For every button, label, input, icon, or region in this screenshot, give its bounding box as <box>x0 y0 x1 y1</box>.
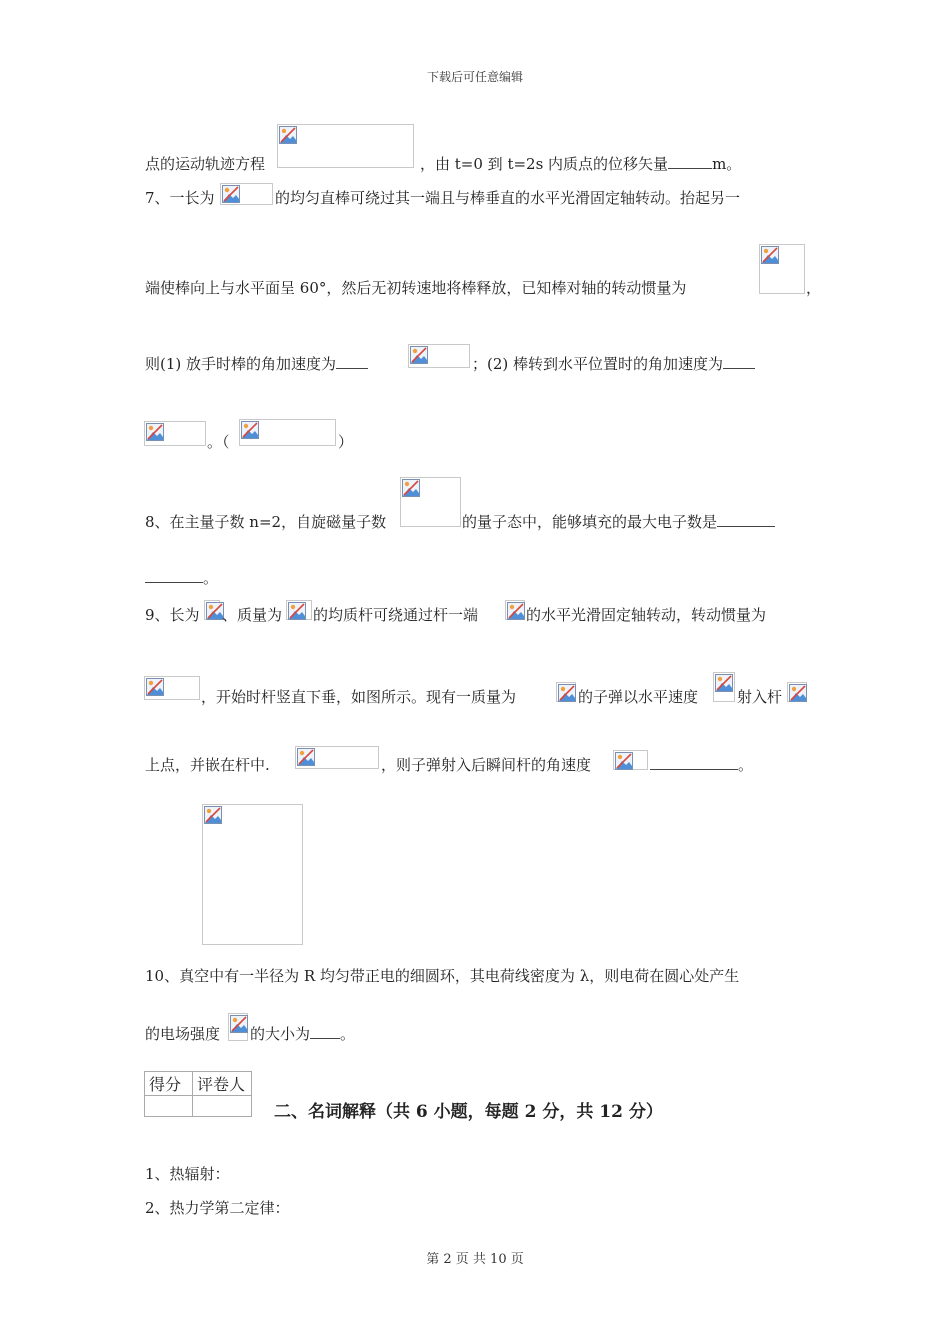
formula-image <box>144 676 200 700</box>
grader-cell <box>193 1096 252 1117</box>
term-2: 2、热力学第二定律： <box>145 1199 290 1217</box>
formula-image <box>286 600 312 620</box>
answer-blank <box>717 512 775 527</box>
formula-image <box>613 750 648 770</box>
q9-line-3a: 上点，并嵌在杆中. <box>145 756 270 774</box>
formula-image <box>408 344 470 368</box>
broken-image-icon <box>279 126 297 144</box>
q6-text-c: m。 <box>712 155 742 173</box>
q9-line-2c: 射入杆 <box>737 688 783 706</box>
q9-line-1b: 、质量为 <box>222 606 283 624</box>
grader-header: 评卷人 <box>193 1072 252 1096</box>
q10-text-2b: 的大小为 <box>250 1025 311 1043</box>
q9-text-3c: 。 <box>738 756 754 774</box>
formula-image <box>759 244 805 294</box>
broken-image-icon <box>558 684 576 702</box>
q6-tail-line <box>145 154 265 174</box>
page-header: 下载后可任意编辑 <box>426 70 523 84</box>
q8-text-1b: 的量子态中，能够填充的最大电子数是 <box>462 513 718 531</box>
broken-image-icon <box>204 806 222 824</box>
formula-image <box>713 672 735 702</box>
formula-image <box>220 183 273 205</box>
answer-blank <box>336 354 368 369</box>
answer-blank <box>650 755 738 770</box>
broken-image-icon <box>288 602 306 620</box>
broken-image-icon <box>789 684 807 702</box>
q9-line-3c <box>650 755 753 775</box>
q7-line-1b: 的均匀直棒可绕过其一端且与棒垂直的水平光滑固定轴转动。抬起另一 <box>275 189 741 207</box>
q6-tail-line-2 <box>420 154 741 174</box>
formula-image <box>277 124 414 168</box>
q7-text-4a: 。（ <box>207 433 230 451</box>
answer-blank <box>310 1024 340 1039</box>
q10-line-2a: 的电场强度 <box>145 1025 221 1043</box>
broken-image-icon <box>222 185 240 203</box>
score-table <box>144 1071 252 1117</box>
formula-image <box>239 419 336 446</box>
section-title: 二、名词解释（共 6 小题，每题 2 分，共 12 分） <box>274 1102 663 1122</box>
q9-line-1d: 的水平光滑固定轴转动，转动惯量为 <box>526 606 767 624</box>
broken-image-icon <box>297 748 315 766</box>
broken-image-icon <box>146 423 164 441</box>
formula-image <box>787 682 807 702</box>
answer-blank <box>145 568 203 583</box>
answer-blank <box>723 354 755 369</box>
q7-text-4b: ） <box>338 433 354 451</box>
q8-text-2: 。 <box>203 569 219 587</box>
term-1: 1、热辐射： <box>145 1165 230 1183</box>
q7-line-2-end: ， <box>806 279 822 297</box>
q9-line-2b: 的子弹以水平速度 <box>578 688 699 706</box>
q6-text-a: 点的运动轨迹方程 <box>145 155 266 173</box>
broken-image-icon <box>410 346 428 364</box>
score-cell <box>145 1096 193 1117</box>
q8-line-1a: 8、在主量子数 n=2，自旋磁量子数 <box>145 513 387 531</box>
broken-image-icon <box>241 421 259 439</box>
q9-line-3b: ，则子弹射入后瞬间杆的角速度 <box>381 756 592 774</box>
q7-line-1a: 7、一长为 <box>145 189 215 207</box>
broken-image-icon <box>507 602 525 620</box>
formula-image <box>400 477 461 527</box>
q7-text-3b: ；(2) 棒转到水平位置时的角加速度为 <box>472 355 724 373</box>
q7-text-3a: 则(1) 放手时棒的角加速度为 <box>145 355 337 373</box>
q9-line-1a: 9、长为 <box>145 606 200 624</box>
q7-line-3b <box>472 354 755 374</box>
q9-line-1c: 的均质杆可绕通过杆一端 <box>313 606 479 624</box>
q7-line-3 <box>145 354 368 374</box>
formula-image <box>204 600 220 620</box>
q8-line-2 <box>145 568 218 588</box>
formula-image <box>556 682 576 702</box>
formula-image <box>505 600 525 620</box>
q10-text-2c: 。 <box>340 1025 356 1043</box>
q8-line-1b <box>462 512 775 532</box>
page-footer: 第 2 页 共 10 页 <box>426 1252 524 1267</box>
answer-blank <box>668 154 712 169</box>
broken-image-icon <box>715 674 733 692</box>
formula-image <box>228 1013 248 1041</box>
score-header: 得分 <box>145 1072 193 1096</box>
q7-line-2: 端使棒向上与水平面呈 60°，然后无初转速地将棒释放，已知棒对轴的转动惯量为 <box>145 279 687 297</box>
q10-line-2b <box>250 1024 355 1044</box>
formula-image <box>295 746 379 769</box>
broken-image-icon <box>615 752 633 770</box>
formula-image <box>144 421 206 446</box>
q10-line-1: 10、真空中有一半径为 R 均匀带正电的细圆环，其电荷线密度为 λ，则电荷在圆心处产生 <box>145 967 740 985</box>
broken-image-icon <box>761 246 779 264</box>
q9-line-2a: ，开始时杆竖直下垂，如图所示。现有一质量为 <box>201 688 517 706</box>
broken-image-icon <box>146 678 164 696</box>
figure-image <box>202 804 303 945</box>
q6-text-b: ，由 t=0 到 t=2s 内质点的位移矢量 <box>420 155 669 173</box>
broken-image-icon <box>402 479 420 497</box>
broken-image-icon <box>230 1015 248 1033</box>
